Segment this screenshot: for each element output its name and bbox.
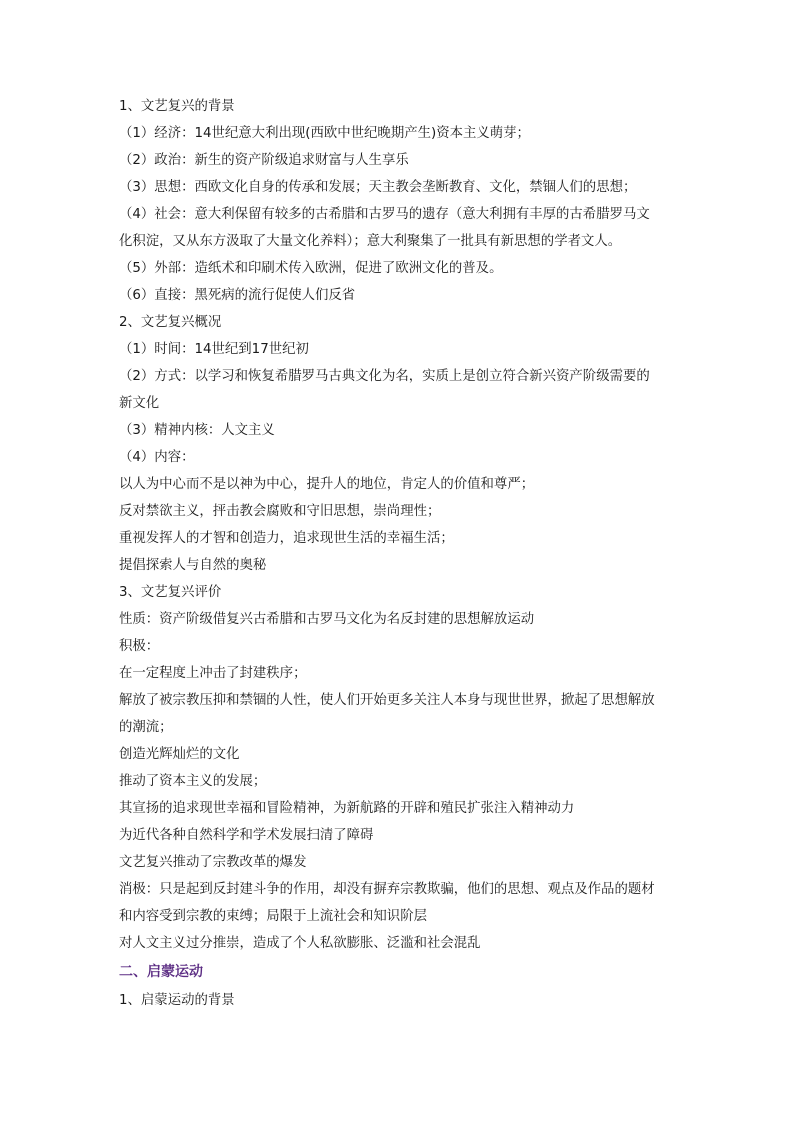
paragraph-line: 化积淀，又从东方汲取了大量文化养料）；意大利聚集了一批具有新思想的学者文人。	[119, 234, 622, 249]
paragraph-line: 性质：资产阶级借复兴古希腊和古罗马文化为名反封建的思想解放运动	[119, 612, 535, 627]
paragraph-line: 文艺复兴推动了宗教改革的爆发	[119, 855, 307, 870]
section-title-overview: 2、文艺复兴概况	[119, 315, 222, 330]
paragraph-line: 和内容受到宗教的束缚；局限于上流社会和知识阶层	[119, 909, 427, 924]
paragraph-line: 新文化	[119, 396, 160, 411]
paragraph-line: 解放了被宗教压抑和禁锢的人性，使人们开始更多关注人本身与现世世界，掀起了思想解放	[119, 693, 655, 708]
paragraph-line: （4）内容：	[119, 450, 195, 465]
paragraph-line: 重视发挥人的才智和创造力，追求现世生活的幸福生活；	[119, 531, 454, 546]
paragraph-line: 推动了资本主义的发展；	[119, 774, 267, 789]
paragraph-line: （2）方式：以学习和恢复希腊罗马古典文化为名，实质上是创立符合新兴资产阶级需要的	[119, 369, 650, 384]
paragraph-line: （3）精神内核：人文主义	[119, 423, 275, 438]
paragraph-line: 对人文主义过分推崇，造成了个人私欲膨胀、泛滥和社会混乱	[119, 936, 481, 951]
paragraph-line: 反对禁欲主义，抨击教会腐败和守旧思想，崇尚理性；	[119, 504, 441, 519]
paragraph-line: （4）社会：意大利保留有较多的古希腊和古罗马的遗存（意大利拥有丰厚的古希腊罗马文	[119, 207, 650, 222]
paragraph-line: （5）外部：造纸术和印刷术传入欧洲，促进了欧洲文化的普及。	[119, 261, 503, 276]
paragraph-line: （2）政治：新生的资产阶级追求财富与人生享乐	[119, 153, 409, 168]
paragraph-line: （1）经济：14世纪意大利出现(西欧中世纪晚期产生)资本主义萌芽；	[119, 126, 530, 141]
paragraph-line: 的潮流；	[119, 720, 173, 735]
chapter-heading-enlightenment: 二、启蒙运动	[119, 964, 203, 980]
section-title-evaluation: 3、文艺复兴评价	[119, 585, 222, 600]
paragraph-line: 消极：只是起到反封建斗争的作用，却没有摒弃宗教欺骗，他们的思想、观点及作品的题材	[119, 882, 655, 897]
paragraph-line: 在一定程度上冲击了封建秩序；	[119, 666, 307, 681]
paragraph-line: 创造光辉灿烂的文化	[119, 747, 240, 762]
paragraph-line: 提倡探索人与自然的奥秘	[119, 558, 267, 573]
paragraph-line: （1）时间：14世纪到17世纪初	[119, 342, 309, 357]
section-title-enlightenment-background: 1、启蒙运动的背景	[119, 993, 235, 1008]
document-body	[119, 93, 679, 1014]
paragraph-line: 其宣扬的追求现世幸福和冒险精神，为新航路的开辟和殖民扩张注入精神动力	[119, 801, 575, 816]
paragraph-line: 以人为中心而不是以神为中心，提升人的地位，肯定人的价值和尊严；	[119, 477, 535, 492]
paragraph-line: （3）思想：西欧文化自身的传承和发展；天主教会垄断教育、文化，禁锢人们的思想；	[119, 180, 637, 195]
section-title-background: 1、文艺复兴的背景	[119, 99, 235, 114]
paragraph-line: 为近代各种自然科学和学术发展扫清了障碍	[119, 828, 374, 843]
paragraph-line: （6）直接：黑死病的流行促使人们反省	[119, 288, 356, 303]
paragraph-line: 积极：	[119, 639, 160, 654]
